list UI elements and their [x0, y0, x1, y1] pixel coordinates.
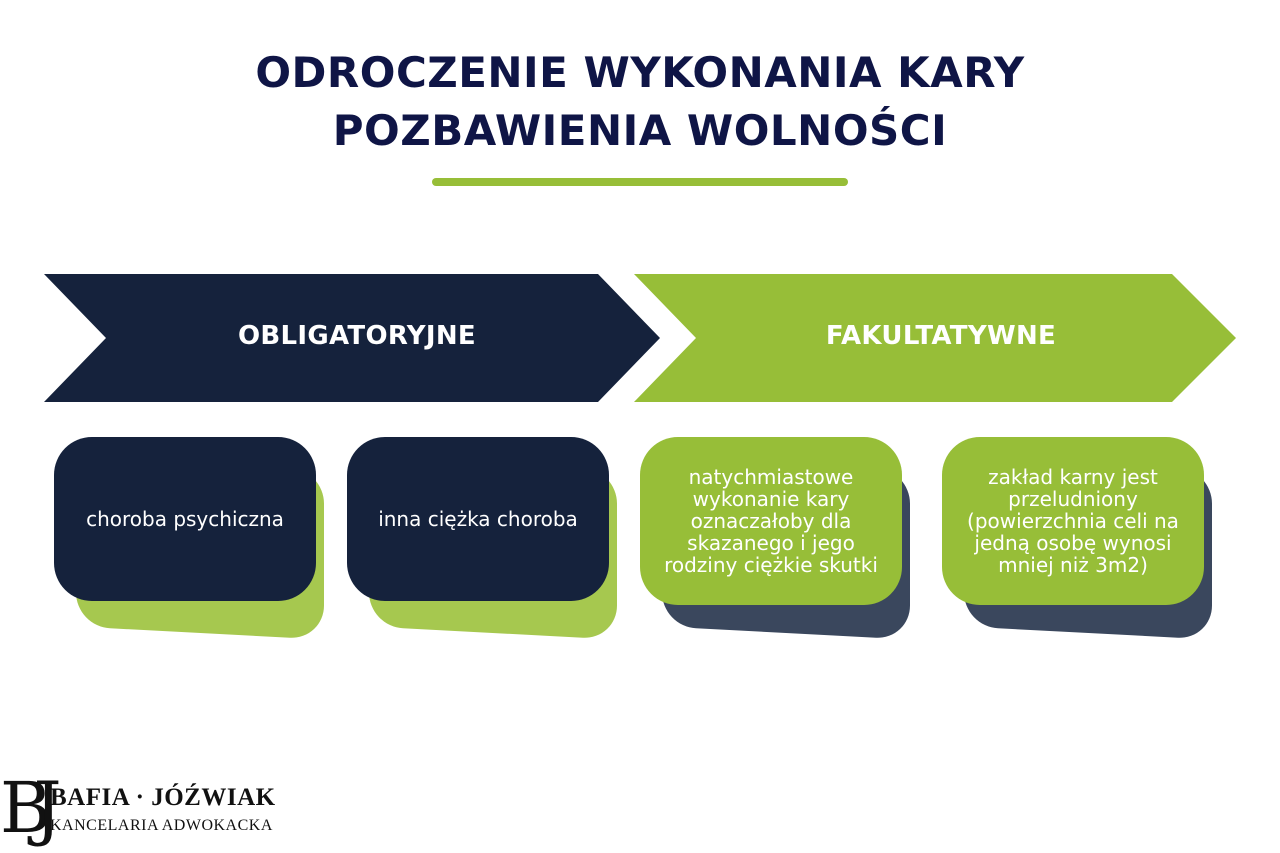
card-body: [640, 437, 902, 605]
card-body: [54, 437, 316, 601]
card-text: natychmiastowe wykonanie kary oznaczałoby dla skazanego i jego rodziny ciężkie skutki: [664, 465, 878, 577]
card-choroba-psychiczna: [54, 437, 326, 637]
card-text: zakład karny jest przeludniony (powierzchnia celi na jedną osobę wynosi mniej niż 3m2): [967, 465, 1179, 577]
card-body: [942, 437, 1204, 605]
card-przeludnienie: [942, 437, 1214, 637]
logo-name: BAFIA · JÓŹWIAK: [50, 784, 276, 811]
card-body: [347, 437, 609, 601]
card-text: choroba psychiczna: [86, 507, 284, 531]
card-ciezkie-skutki: [640, 437, 912, 637]
title-line-2: POZBAWIENIA WOLNOŚCI: [332, 106, 948, 155]
logo-monogram: BJ: [0, 767, 44, 849]
category-label-fakultatywne: FAKULTATYWNE: [825, 321, 1057, 351]
company-logo: [0, 767, 280, 850]
logo-subtitle: KANCELARIA ADWOKACKA: [50, 817, 273, 834]
card-text: inna ciężka choroba: [378, 507, 578, 531]
category-label-obligatoryjne: OBLIGATORYJNE: [238, 321, 476, 351]
title-line-1: ODROCZENIE WYKONANIA KARY: [255, 48, 1025, 97]
card-inna-ciezka-choroba: [347, 437, 619, 637]
